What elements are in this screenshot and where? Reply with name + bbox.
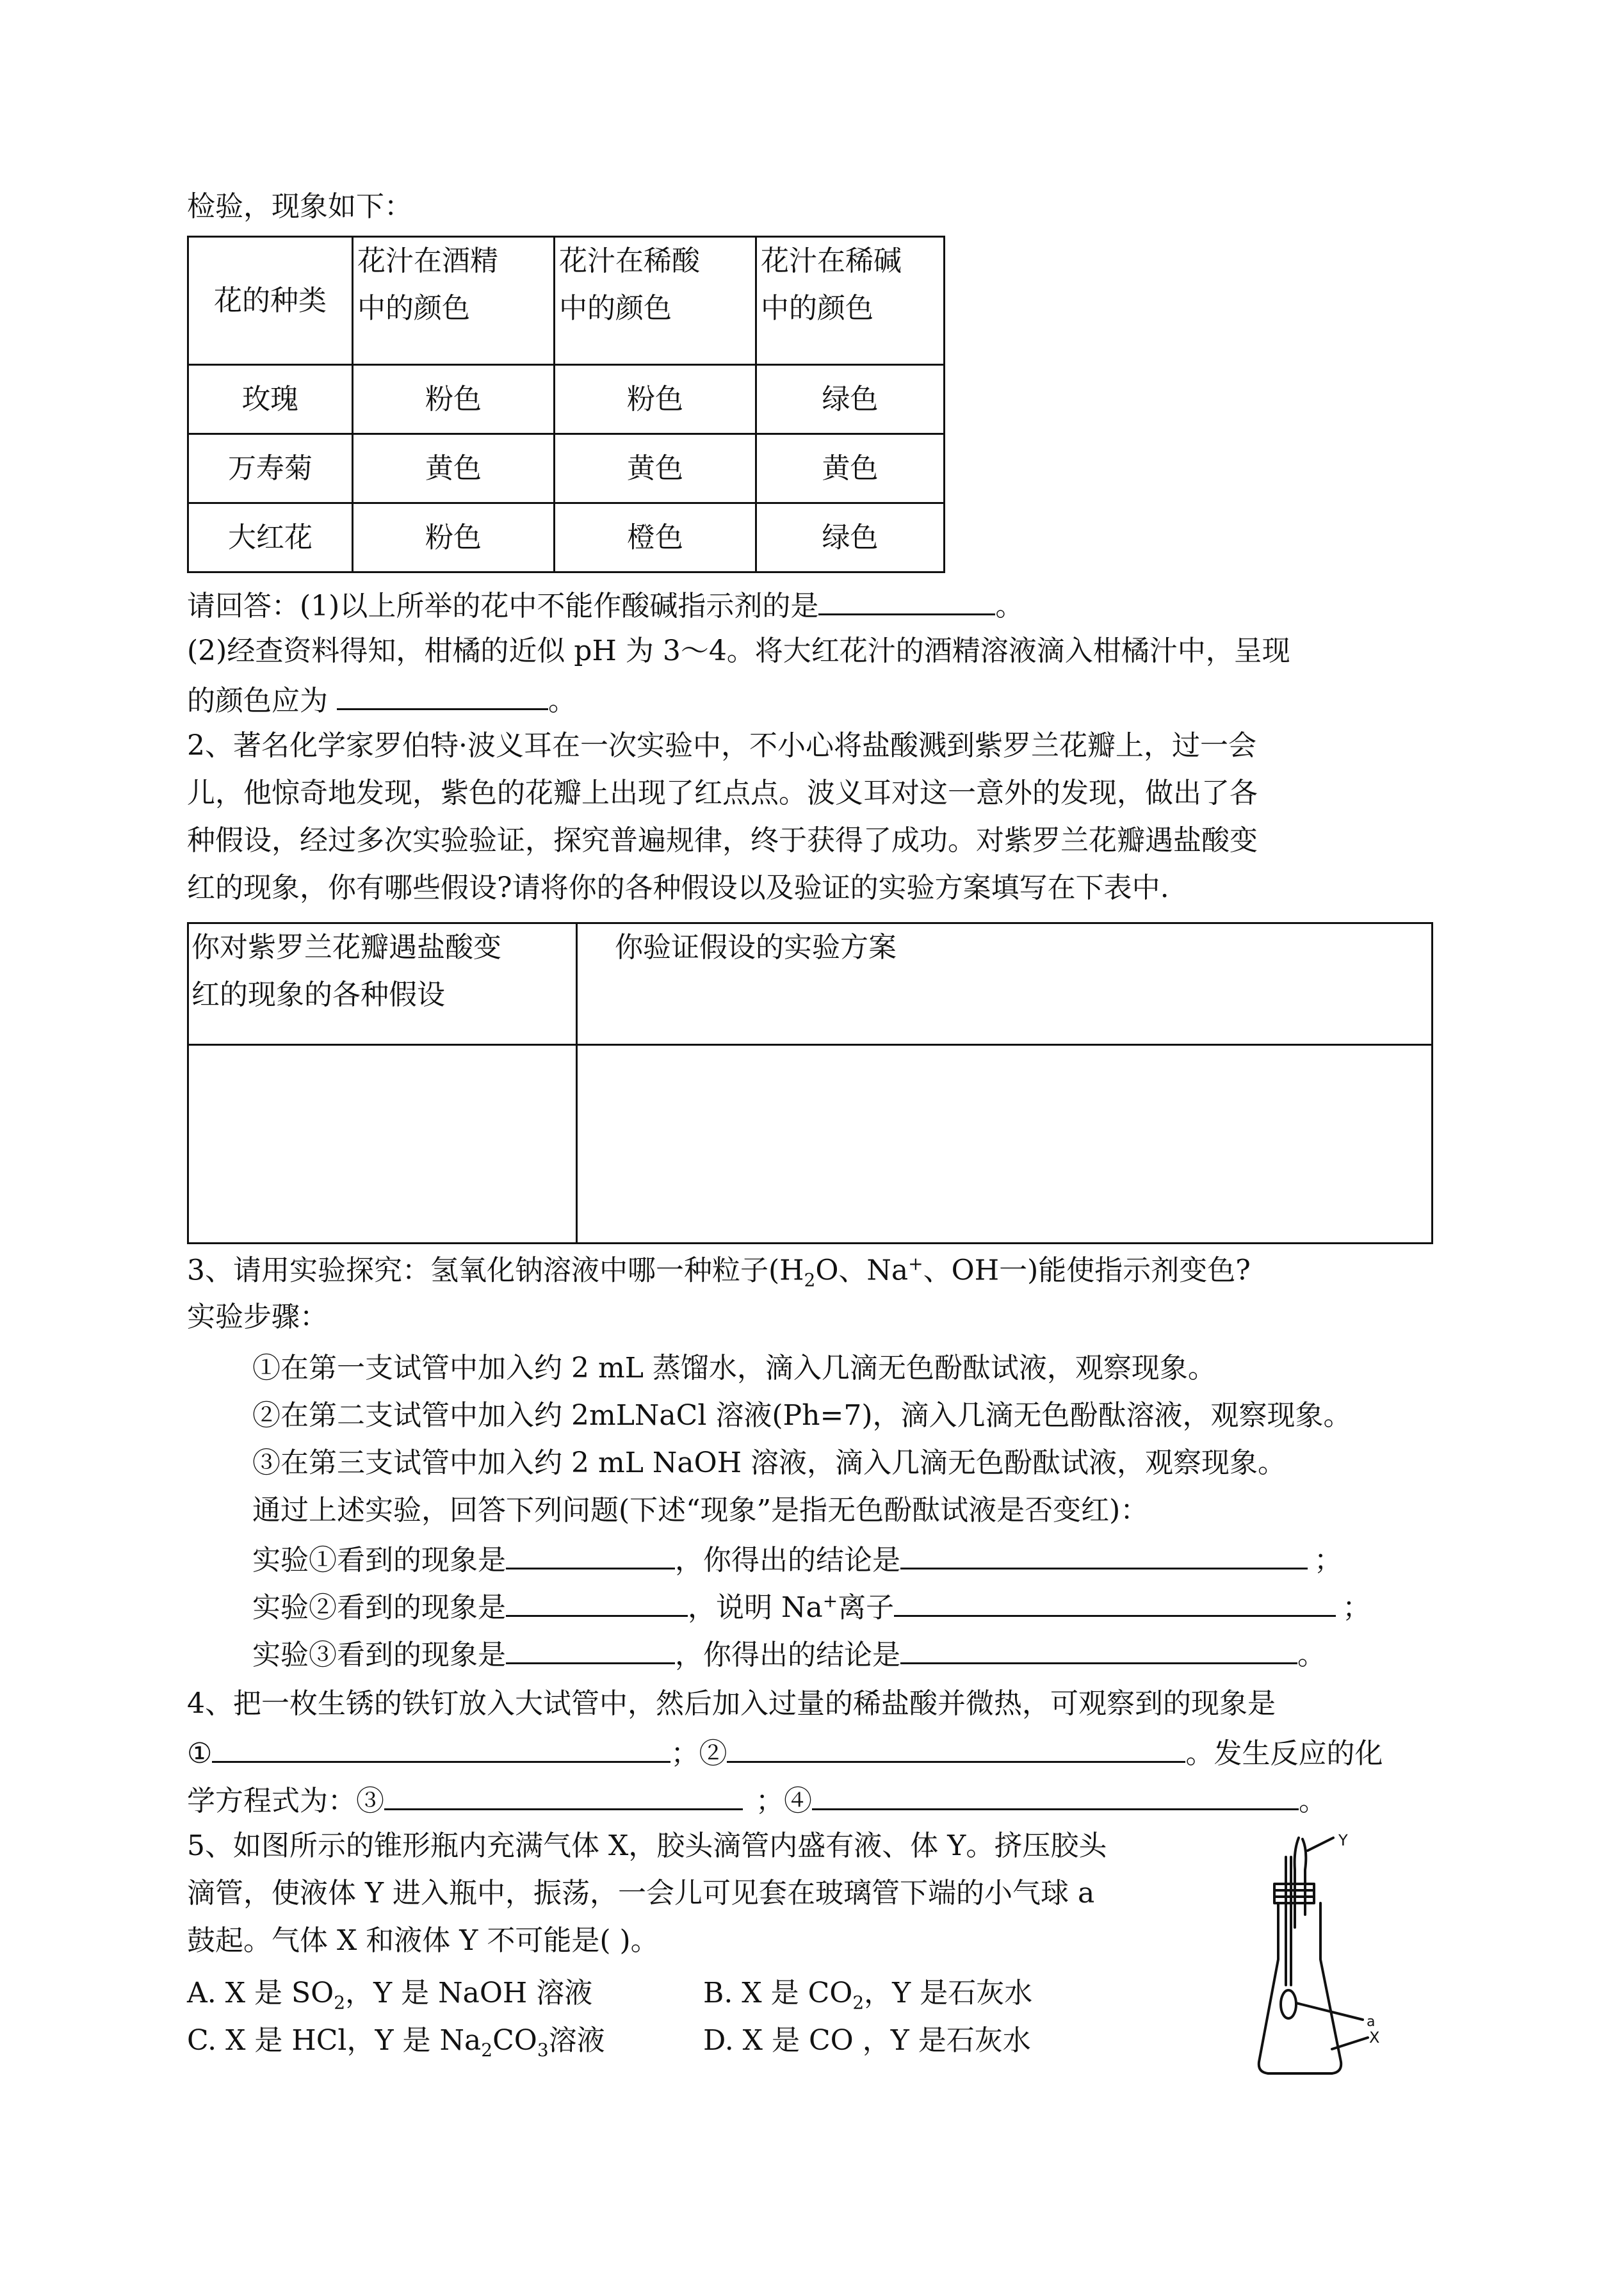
q1-line2: (2)经查资料得知，柑橘的近似 pH 为 3～4。将大红花汁的酒精溶液滴入柑橘汁中，呈现 — [187, 635, 1290, 667]
answer-blank[interactable] — [727, 1735, 1185, 1763]
table-row — [188, 503, 945, 572]
option-a[interactable]: A. X 是 $SO_2$，Y 是 NaOH 溶液 — [187, 1977, 593, 2013]
q1-line1: 请回答：(1)以上所举的花中不能作酸碱指示剂的是 。 — [187, 588, 1023, 623]
plan-answer-cell[interactable] — [577, 1045, 1433, 1244]
intro-text: 检验，现象如下： — [187, 190, 412, 223]
q4-line3: 学方程式为：③ ；④ 。 — [187, 1783, 1327, 1818]
q2-line: 红的现象，你有哪些假设?请将你的各种假设以及验证的实验方案填写在下表中. — [187, 872, 1169, 904]
option-b[interactable]: B. X 是 $CO_2$，Y 是石灰水 — [703, 1977, 1033, 2013]
answer-blank[interactable] — [212, 1735, 670, 1763]
label-y: Y — [1338, 1831, 1348, 1849]
table-cell: 黄色 — [555, 434, 756, 503]
table-header-alcohol: 花汁在酒精 中的颜色 — [353, 237, 555, 365]
table-cell: 粉色 — [353, 503, 555, 572]
q5-line3: 鼓起。气体 X 和液体 Y 不可能是( )。 — [187, 1924, 659, 1957]
table-header-base: 花汁在稀碱 中的颜色 — [756, 237, 945, 365]
label-x: X — [1369, 2029, 1380, 2047]
q5-line1: 5、如图所示的锥形瓶内充满气体 X，胶头滴管内盛有液、体 Y。挤压胶头 — [187, 1829, 1107, 1862]
answer-blank[interactable] — [506, 1589, 688, 1617]
option-d[interactable]: D. X 是 CO ，Y 是石灰水 — [703, 2024, 1031, 2057]
label-a: a — [1367, 2014, 1376, 2030]
q2-line: 儿，他惊奇地发现，紫色的花瓣上出现了红点点。波义耳对这一意外的发现，做出了各 — [187, 777, 1258, 809]
table-cell: 黄色 — [756, 434, 945, 503]
answer-blank[interactable] — [384, 1783, 743, 1810]
table-cell: 橙色 — [555, 503, 756, 572]
table-header-acid: 花汁在稀酸 中的颜色 — [555, 237, 756, 365]
table-cell: 万寿菊 — [188, 434, 353, 503]
q2-line: 种假设，经过多次实验验证，探究普遍规律，终于获得了成功。对紫罗兰花瓣遇盐酸变 — [187, 824, 1258, 857]
hypothesis-answer-cell[interactable] — [188, 1045, 577, 1244]
q3-step3: ③在第三支试管中加入约 2 mL NaOH 溶液，滴入几滴无色酚酞试液，观察现象。 — [252, 1447, 1287, 1479]
flask-apparatus-figure — [1249, 1831, 1396, 2088]
table-cell: 玫瑰 — [188, 365, 353, 434]
flask-body — [1259, 1903, 1341, 2073]
answer-blank[interactable] — [506, 1542, 675, 1569]
q4-line2: ① ；② 。发生反应的化 — [187, 1735, 1383, 1771]
answer-blank[interactable] — [894, 1589, 1336, 1617]
q3-step1: ①在第一支试管中加入约 2 mL 蒸馏水，滴入几滴无色酚酞试液，观察现象。 — [252, 1352, 1216, 1384]
q4-line1: 4、把一枚生锈的铁钉放入大试管中，然后加入过量的稀盐酸并微热，可观察到的现象是 — [187, 1687, 1276, 1720]
table-cell: 大红花 — [188, 503, 353, 572]
q2-line: 2、著名化学家罗伯特·波义耳在一次实验中，不小心将盐酸溅到紫罗兰花瓣上，过一会 — [187, 729, 1256, 762]
table-cell: 绿色 — [756, 503, 945, 572]
table-row — [188, 365, 945, 434]
q3-step2: ②在第二支试管中加入约 2mLNaCl 溶液(Ph=7)，滴入几滴无色酚酞溶液，观察现象。 — [252, 1399, 1352, 1432]
answer-blank[interactable] — [506, 1637, 675, 1664]
answer-blank[interactable] — [812, 1783, 1299, 1810]
answer-blank[interactable] — [900, 1637, 1297, 1664]
balloon — [1281, 1990, 1296, 2018]
q3-exp3: 实验③看到的现象是 ，你得出的结论是 。 — [252, 1637, 1326, 1672]
option-c[interactable]: C. X 是 HCl，Y 是 $Na_2CO_3$溶液 — [187, 2024, 605, 2061]
q3-exp1: 实验①看到的现象是 ，你得出的结论是 ； — [252, 1542, 1342, 1577]
table-cell: 黄色 — [353, 434, 555, 503]
q3-exp2: 实验②看到的现象是 ，说明 Na+离子 ； — [252, 1590, 1371, 1624]
plan-header: 你验证假设的实验方案 — [577, 923, 1433, 1045]
hypothesis-table — [187, 922, 1433, 1244]
answer-blank[interactable] — [900, 1542, 1308, 1569]
table-cell: 绿色 — [756, 365, 945, 434]
q3-through: 通过上述实验，回答下列问题(下述“现象”是指无色酚酞试液是否变红)： — [252, 1494, 1149, 1527]
q3-title: 3、请用实验探究：氢氧化钠溶液中哪一种粒子($H_2O$、Na+、OH一)能使指示剂变色? — [187, 1253, 1251, 1291]
table-header-flower: 花的种类 — [188, 237, 353, 365]
q5-line2: 滴管，使液体 Y 进入瓶中，振荡，一会儿可见套在玻璃管下端的小气球 a — [187, 1877, 1095, 1910]
table-row — [188, 434, 945, 503]
flower-color-table — [187, 236, 945, 573]
q3-steps-label: 实验步骤： — [187, 1301, 328, 1333]
hypothesis-header: 你对紫罗兰花瓣遇盐酸变 红的现象的各种假设 — [188, 923, 577, 1045]
table-cell: 粉色 — [353, 365, 555, 434]
table-cell: 粉色 — [555, 365, 756, 434]
q1-line3: 的颜色应为 。 — [187, 683, 576, 718]
answer-blank[interactable] — [337, 683, 548, 710]
answer-blank[interactable] — [818, 588, 995, 615]
